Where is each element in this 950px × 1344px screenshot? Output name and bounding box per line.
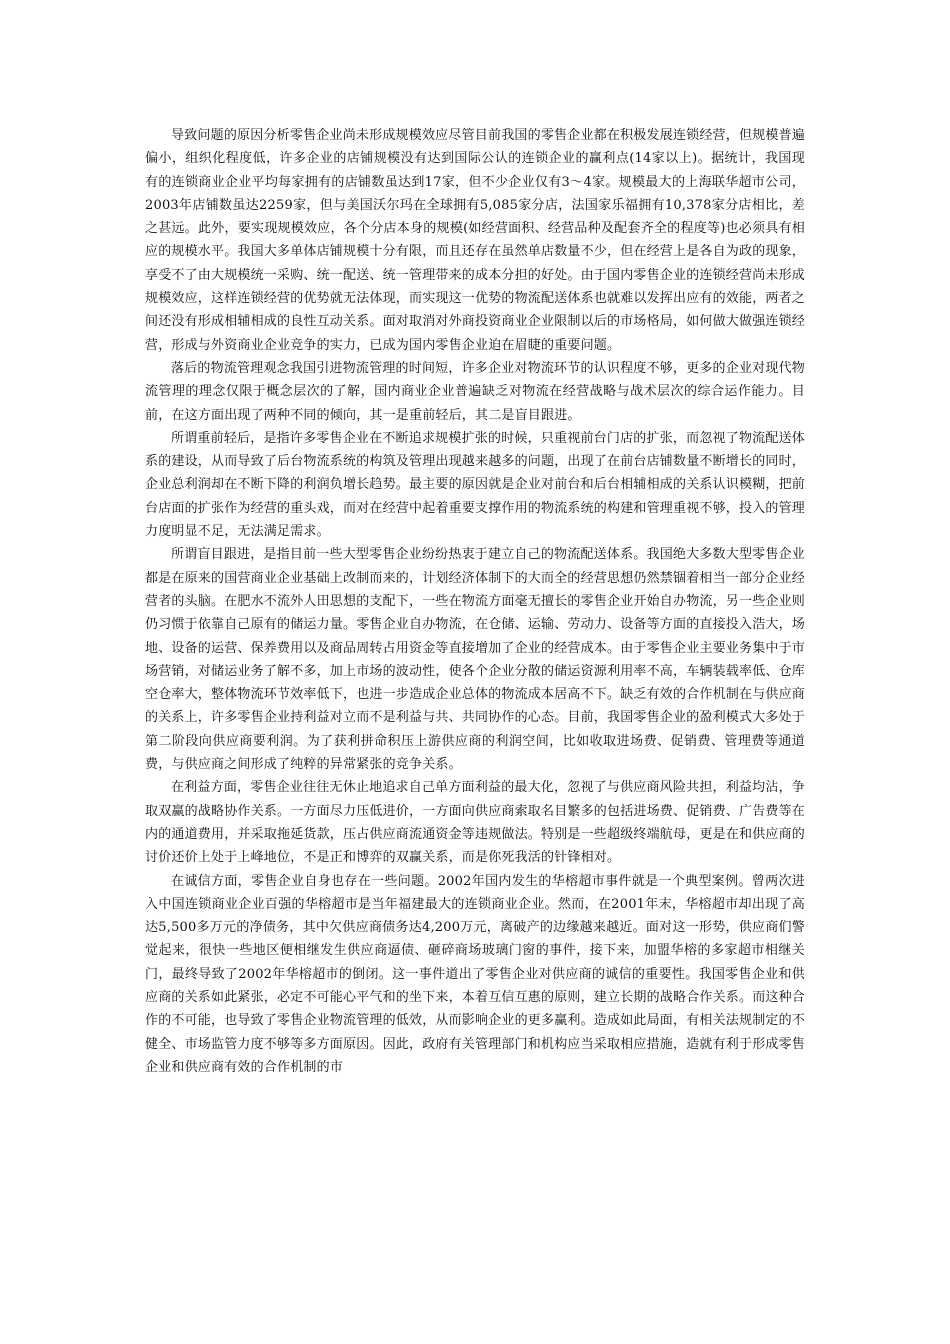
paragraph-logistics-concept: 落后的物流管理观念我国引进物流管理的时间短，许多企业对物流环节的认识程度不够，更多的企业对现代物流管理的理念仅限于概念层次的了解，国内商业企业普遍缺乏对物流在经营战略与战术层次的综合运作能力。目前，在这方面出现了两种不同的倾向，其一是重前轻后，其二是盲目跟进。 xyxy=(145,360,805,423)
paragraph-integrity: 在诚信方面，零售企业自身也存在一些问题。2002年国内发生的华榕超市事件就是一个典型案例。曾两次进入中国连锁商业企业百强的华榕超市是当年福建最大的连锁商业企业。然而，在2001年末，华榕超市却出现了高达5,500多万元的净债务，其中欠供应商债务达4,200万元，离破产的边缘越来越近。面对这一形势，供应商们警觉起来，很快一些地区便相继发生供应商逼债、砸碎商场玻璃门窗的事件，接下来，加盟华榕的多家超市相继关门，最终导致了2002年华榕超市的倒闭。这一事件道出了零售企业对供应商的诚信的重要性。我国零售企业和供应商的关系如此紧张，必定不可能心平气和的坐下来，本着互信互惠的原则，建立长期的战略合作关系。而这种合作的不可能，也导致了零售企业物流管理的低效，从而影响企业的更多赢利。造成如此局面，有相关法规制定的不健全、市场监管力度不够等多方面原因。因此，政府有关管理部门和机构应当采取相应措施，造就有利于形成零售企业和供应商有效的合作机制的市 xyxy=(145,873,806,1075)
paragraph-blind-following: 所谓盲目跟进，是指目前一些大型零售企业纷纷热衷于建立自己的物流配送体系。我国绝大多数大型零售企业都是在原来的国营商业企业基础上改制而来的，计划经济体制下的大而全的经营思想仍然禁锢着相当一部分企业经营者的头脑。在肥水不流外人田思想的支配下，一些在物流方面毫无擅长的零售企业开始自办物流，另一些企业则仍习惯于依靠自己原有的储运力量。零售企业自办物流，在仓储、运输、劳动力、设备等方面的直接投入浩大，场地、设备的运营、保养费用以及商品周转占用资金等直接增加了企业的经营成本。由于零售企业主要业务集中于市场营销，对储运业务了解不多，加上市场的波动性，使各个企业分散的储运资源利用率不高，车辆装载率低、仓库空仓率大，整体物流环节效率低下，也进一步造成企业总体的物流成本居高不下。缺乏有效的合作机制在与供应商的关系上，许多零售企业持利益对立而不是利益与共、共同协作的心态。目前，我国零售企业的盈利模式大多处于第二阶段向供应商要利润。为了获利拼命积压上游供应商的利润空间，比如收取进场费、促销费、管理费等通道费，与供应商之间形成了纯粹的异常紧张的竞争关系。 xyxy=(145,547,806,773)
paragraph-scale-effect: 导致问题的原因分析零售企业尚未形成规模效应尽管目前我国的零售企业都在积极发展连锁经营，但规模普遍偏小，组织化程度低，许多企业的店铺规模没有达到国际公认的连锁企业的赢利点(14家以上)。据统计，我国现有的连锁商业企业平均每家拥有的店铺数虽达到17家，但不少企业仅有3～4家。规模最大的上海联华超市公司，2003年店铺数虽达2259家，但与美国沃尔玛在全球拥有5,085家分店，法国家乐福拥有10,378家分店相比，差之甚远。此外，要实现规模效应，各个分店本身的规模(如经营面积、经营品种及配套齐全的程度等)也必须具有相应的规模水平。我国大多单体店铺规模十分有限，而且还存在虽然单店数量不少，但在经营上是各自为政的现象，享受不了由大规模统一采购、统一配送、统一管理带来的成本分担的好处。由于国内零售企业的连锁经营尚未形成规模效应，这样连锁经营的优势就无法体现，而实现这一优势的物流配送体系也就难以发挥出应有的效能，两者之间还没有形成相辅相成的良性互动关系。面对取消对外商投资商业企业限制以后的市场格局，如何做大做强连锁经营，形成与外资商业企业竞争的实力，已成为国内零售企业迫在眉睫的重要问题。 xyxy=(145,128,806,353)
paragraph-interest: 在利益方面，零售企业往往无休止地追求自己单方面利益的最大化，忽视了与供应商风险共担，利益均沾，争取双赢的战略协作关系。一方面尽力压低进价，一方面向供应商索取名目繁多的包括进场费、促销费、广告费等在内的通道费用，并采取拖延货款，压占供应商流通资金等违规做法。特别是一些超级终端航母，更是在和供应商的讨价还价上处于上峰地位，不是正和博弈的双赢关系，而是你死我活的针锋相对。 xyxy=(145,780,806,866)
document-page xyxy=(145,124,805,1079)
paragraph-front-over-back: 所谓重前轻后，是指许多零售企业在不断追求规模扩张的时候，只重视前台门店的扩张，而忽视了物流配送体系的建设，从而导致了后台物流系统的构筑及管理出现越来越多的问题，出现了在前台店铺数量不断增长的同时，企业总利润却在不断下降的利润负增长趋势。最主要的原因就是企业对前台和后台相辅相成的关系认识模糊，把前台店面的扩张作为经营的重头戏，而对在经营中起着重要支撑作用的物流系统的构建和管理重视不够，投入的管理力度明显不足，无法满足需求。 xyxy=(145,430,806,540)
